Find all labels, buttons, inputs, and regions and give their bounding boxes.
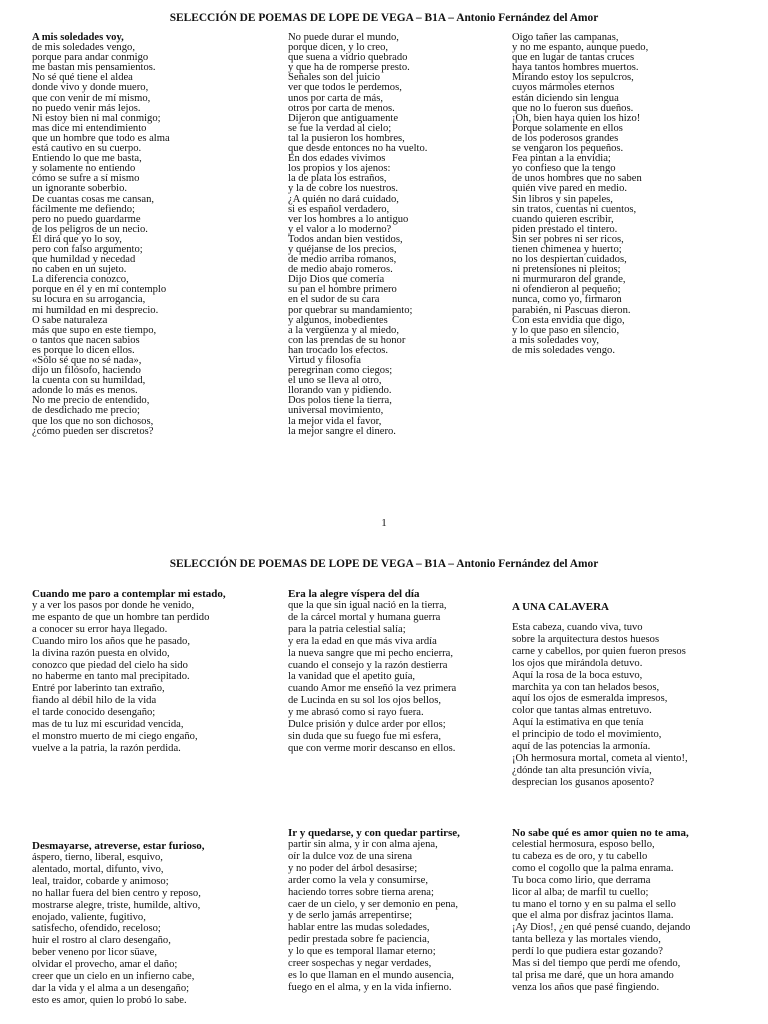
poem-line: ni ofendieron al pequeño; <box>512 284 621 296</box>
poem-line: esto es amor, quien lo probó lo sabe. <box>32 994 187 1006</box>
poem-line: Sin libros y sin papeles, <box>512 193 613 205</box>
poem-line: quién vive pared en medio. <box>512 183 628 195</box>
poem-line: tienen chimenea y huerto; <box>512 243 622 255</box>
poem-line: el monstro muerto de mi ciego engaño, <box>32 730 198 742</box>
poem-line: Mirando estoy los sepulcros, <box>512 72 634 84</box>
poem-line: porque para andar conmigo <box>32 52 149 64</box>
poem-line: y era la edad en que más viva ardía <box>288 635 437 647</box>
sheet1-column-3 <box>512 33 648 356</box>
poem-line: haya tantos hombres muertos. <box>512 62 639 74</box>
poem-line: universal movimiento, <box>288 405 384 417</box>
poem-line: pero no puedo guardarme <box>32 213 141 225</box>
poem-line: aquí los ojos de esmeralda impresos, <box>512 693 668 705</box>
poem-line: cómo se sufre a sí mismo <box>32 173 140 185</box>
poem-line: la mejor sangre el dinero. <box>288 425 396 437</box>
poem-line: sobre la arquitectura destos huesos <box>512 633 660 645</box>
page-number: 1 <box>381 517 387 529</box>
poem-line: partir sin alma, y ir con alma ajena, <box>288 839 438 850</box>
poem-line: el uno se lleva al otro, <box>288 375 382 387</box>
poem-line: cuando quieren escribir, <box>512 213 614 225</box>
sheet1-header: SELECCIÓN DE POEMAS DE LOPE DE VEGA – B1A – Antonio Fernández del Amor <box>169 12 599 24</box>
poem-line: tu mano el torno y en su palma el sello <box>512 898 676 910</box>
poem-line: Oigo tañer las campanas, <box>512 32 619 43</box>
poem-line: creer que un cielo en un infierno cabe, <box>32 971 195 983</box>
poem-title: No sabe qué es amor quien no te ama, <box>512 827 689 839</box>
poem-line: peregrinan como ciegos; <box>288 365 393 377</box>
poem-line: de medio abajo romeros. <box>288 264 393 276</box>
poem-line: huir el rostro al claro desengaño, <box>32 935 171 947</box>
poem-line: perdí lo que pudiera estar gozando? <box>512 946 663 958</box>
poem-line: que la que sin igual nació en la tierra, <box>288 600 447 611</box>
sonnet-a-una-calavera <box>512 601 688 789</box>
poem-line: y algunos, inobedientes <box>288 314 388 326</box>
poem-line: que el alma por disfraz jacintos llama. <box>512 910 674 922</box>
poem-line: Aquí la estimativa en que tenía <box>512 717 644 729</box>
poem-line: los ojos que mirándola detuvo. <box>512 657 643 669</box>
poem-line: no hallar fuera del bien centro y reposo, <box>32 887 201 899</box>
poem-line: y no me espanto, aunque puedo, <box>512 42 649 54</box>
poem-line: pedir prestada sobre fe paciencia, <box>288 934 430 946</box>
poem-line: Todos andan bien vestidos, <box>288 233 403 245</box>
poem-line: y me abrasó como si rayo fuera. <box>288 707 424 719</box>
poem-line: Esta cabeza, cuando viva, tuvo <box>512 622 643 633</box>
poem-line: con las prendas de su honor <box>288 334 406 346</box>
poem-line: haciendo torres sobre tierna arena; <box>288 886 434 898</box>
poem-line: Dijeron que antiguamente <box>288 112 399 124</box>
poem-line: De cuantas cosas me cansan, <box>32 193 155 205</box>
poem-line: y la de cobre los nuestros. <box>288 183 399 195</box>
poem-line: se fue la verdad al cielo; <box>288 122 392 134</box>
poem-line: es lo que llaman en el mundo ausencia, <box>288 969 454 981</box>
poem-line: Dos polos tiene la tierra, <box>288 395 392 407</box>
poem-line: color que tantas almas entretuvo. <box>512 705 652 717</box>
poem-line: hablar entre las mudas soledades, <box>288 922 430 934</box>
poem-line: me bastan mis pensamientos. <box>32 62 156 74</box>
poem-line: O sabe naturaleza <box>32 314 108 326</box>
poem-line: de medio arriba romanos, <box>288 254 397 266</box>
poem-line: desprecian los gusanos aposento? <box>512 776 655 788</box>
poem-line: porque en él y en mí contemplo <box>32 284 167 296</box>
poem-line: donde vivo y donde muero, <box>32 82 149 94</box>
poem-line: un ignorante soberbio. <box>32 183 128 195</box>
poem-line: Dulce prisión y dulce arder por ellos; <box>288 719 446 731</box>
sonnet-no-sabe-que-es-amor <box>512 827 690 994</box>
poem-line: ¡Oh, bien haya quien los hizo! <box>512 112 641 124</box>
poem-line: que con verme morir descanso en ellos. <box>288 742 456 754</box>
poem-line: dijo un filósofo, haciendo <box>32 365 141 377</box>
poem-line: áspero, tierno, liberal, esquivo, <box>32 852 163 863</box>
poem-line: a conocer su error haya llegado. <box>32 623 168 635</box>
poem-line: nunca, como yo, firmaron <box>512 294 622 306</box>
poem-line: caer de un cielo, y ser demonio en pena, <box>288 898 459 910</box>
poem-line: la mejor vida el favor, <box>288 415 382 427</box>
poem-line: a la vergüenza y al miedo, <box>288 324 399 336</box>
poem-line: no los despiertan cuidados, <box>512 254 627 266</box>
poem-line: satisfecho, ofendido, receloso; <box>32 923 161 935</box>
poem-line: venza los años que pasé fingiendo. <box>512 981 660 993</box>
poem-line: pero con falso argumento; <box>32 243 143 255</box>
poem-title: Ir y quedarse, y con quedar partirse, <box>288 827 460 839</box>
poem-line: por quebrar su mandamiento; <box>288 304 413 316</box>
poem-line: ¡Oh hermosura mortal, cometa al viento!, <box>512 752 688 764</box>
sheet1-column-2 <box>288 33 427 437</box>
poem-line: Entré por laberinto tan extraño, <box>32 683 165 695</box>
poem-line: dar la vida y el alma a un desengaño; <box>32 982 190 994</box>
poem-title: Desmayarse, atreverse, estar furioso, <box>32 840 205 852</box>
poem-line: si es español verdadero, <box>288 203 390 215</box>
poem-line: ni pretensiones ni pleitos; <box>512 264 621 276</box>
poem-line: Cuando miro los años que he pasado, <box>32 635 190 647</box>
poem-line: No me precio de entendido, <box>32 395 150 407</box>
poem-line: creer sospechas y negar verdades, <box>288 958 432 970</box>
poem-line: mostrarse alegre, triste, humilde, altivo, <box>32 899 201 911</box>
poem-line: mi humildad en mi desprecio. <box>32 304 159 316</box>
poem-line: unos por carta de más, <box>288 92 384 104</box>
poem-line: tal la pusieron los hombres, <box>288 132 405 144</box>
poem-line: de la cárcel mortal y humana guerra <box>288 611 441 623</box>
poem-line: beber veneno por licor süave, <box>32 947 158 959</box>
poem-line: Porque solamente en ellos <box>512 122 623 134</box>
poem-line: licor al alba; de marfil tu cuello; <box>512 886 649 898</box>
poem-line: más que supo en este tiempo, <box>32 324 157 336</box>
sonnet-era-la-alegre <box>288 588 456 755</box>
poem-line: la vanidad que el apetito guía, <box>288 671 416 683</box>
poem-line: arder como la vela y consumirse, <box>288 874 429 886</box>
poem-line: yo confieso que la tengo <box>512 163 616 175</box>
poem-line: están diciendo sin lengua <box>512 92 619 104</box>
poem-line: No puede durar el mundo, <box>288 32 399 43</box>
poem-line: conozco que piedad del cielo ha sido <box>32 659 188 671</box>
poem-line: que no lo fueron sus dueños. <box>512 102 634 114</box>
poem-line: llorando van y pidiendo. <box>288 385 392 397</box>
poem-line: Virtud y filosofía <box>288 355 361 366</box>
poem-line: como el cogollo que la palma enrama. <box>512 862 674 874</box>
poem-line: Mas si del tiempo que perdí me ofendo, <box>512 958 681 970</box>
poem-line: no haberme en tanto mal precipitado. <box>32 671 190 683</box>
poem-line: La diferencia conozco, <box>32 274 129 286</box>
poem-line: que con venir de mí mismo, <box>32 92 151 104</box>
poem-line: de los poderosos grandes <box>512 132 619 144</box>
poem-line: marchita ya con tan helados besos, <box>512 681 660 693</box>
poem-line: aquí de las potencias la armonía. <box>512 741 651 753</box>
poem-line: y a ver los pasos por donde he venido, <box>32 600 195 611</box>
poem-line: Dijo Dios que comería <box>288 274 385 286</box>
poem-line: y solamente no entiendo <box>32 163 136 175</box>
poem-line: de desdichado me precio; <box>32 405 140 417</box>
poem-line: ver los hombres a lo antiguo <box>288 213 409 225</box>
sonnet-ir-y-quedarse <box>288 827 460 994</box>
poem-title: A mis soledades voy, <box>32 32 124 43</box>
poem-line: de los peligros de un necio. <box>32 223 148 235</box>
poem-line: y el valor a lo moderno? <box>288 223 392 235</box>
poem-line: No sé qué tiene el aldea <box>32 72 133 84</box>
poem-line: y no poder del árbol desasirse; <box>288 862 418 874</box>
poem-line: leal, traidor, cobarde y animoso; <box>32 875 169 887</box>
poem-line: tanta belleza y las mortales viendo, <box>512 934 661 946</box>
poem-line: la nueva sangre que mi pecho encierra, <box>288 647 454 659</box>
poem-line: que desde entonces no ha vuelto. <box>288 143 428 155</box>
poem-line: cuando Amor me enseñó la vez primera <box>288 683 457 695</box>
poem-line: carne y cabellos, por quien fueron presos <box>512 645 686 657</box>
poem-line: olvidar el provecho, amar el daño; <box>32 959 178 971</box>
poem-line: de Lucinda en su sol los ojos bellos, <box>288 695 442 707</box>
poem-line: Señales son del juicio <box>288 72 381 84</box>
poem-line: fuego en el alma, y en la vida infierno. <box>288 981 452 993</box>
poem-line: la de plata los estraños, <box>288 173 387 185</box>
poem-line: su locura en su arrogancia, <box>32 294 146 306</box>
poem-line: de mis soledades vengo. <box>512 344 615 356</box>
poem-line: mas de tu luz mi escuridad vencida, <box>32 719 184 731</box>
poem-line: el principio de todo el movimiento, <box>512 729 662 741</box>
poem-line: ¡Ay Dios!, ¿en qué pensé cuando, dejando <box>512 922 691 934</box>
poem-line: ¿dónde tan alta presunción vivía, <box>512 764 652 776</box>
poem-line: se vengaron los pequeños. <box>512 143 624 155</box>
poem-line: en el sudor de su cara <box>288 294 380 306</box>
poem-line: cuyos mármoles eternos <box>512 82 615 94</box>
sonnet-desmayarse <box>32 840 204 1007</box>
poem-line: piden prestado el tintero. <box>512 223 618 235</box>
poem-line: no caben en un sujeto. <box>32 264 127 276</box>
poem-line: sin tratos, cuentas ni cuentos, <box>512 203 637 215</box>
poem-line: no puedo venir más lejos. <box>32 102 141 114</box>
poem-line: otros por carta de menos. <box>288 102 395 114</box>
poem-line: y quéjanse de los precios, <box>288 243 397 255</box>
poem-line: a mis soledades voy, <box>512 334 599 346</box>
poem-line: ¿A quién no dará cuidado, <box>288 193 399 205</box>
poem-line: ¿cómo pueden ser discretos? <box>32 425 154 437</box>
sheet1-column-1 <box>32 33 170 437</box>
poem-line: enojado, valiente, fugitivo, <box>32 911 146 923</box>
poem-line: Fea pintan a la envidia; <box>512 153 611 165</box>
poem-line: de unos hombres que no saben <box>512 173 642 185</box>
poem-line: Con esta envidia que digo, <box>512 314 625 326</box>
poem-line: que humildad y necedad <box>32 254 136 266</box>
poem-line: fiando al débil hilo de la vida <box>32 695 157 707</box>
poem-line: sin duda que su fuego fue mi esfera, <box>288 730 441 742</box>
poem-line: ver que todos le perdemos, <box>288 82 402 94</box>
poem-line: ni murmuraron del grande, <box>512 274 626 286</box>
poem-line: celestial hermosura, esposo bello, <box>512 839 655 850</box>
poem-line: que los que no son dichosos, <box>32 415 154 427</box>
poem-line: Él dirá que yo lo soy, <box>32 233 122 245</box>
poem-line: que en lugar de tantas cruces <box>512 52 635 64</box>
poem-line: la divina razón puesta en olvido, <box>32 647 170 659</box>
poem-line: es porque lo dicen ellos. <box>32 344 135 356</box>
poem-line: porque dicen, y lo creo, <box>288 42 389 54</box>
poem-line: En dos edades vivimos <box>288 153 386 165</box>
poem-line: parabién, ni Pascuas dieron. <box>512 304 631 316</box>
poem-line: que suena a vidrio quebrado <box>288 52 408 64</box>
sonnet-cuando-me-paro <box>32 588 226 755</box>
poem-title: A UNA CALAVERA <box>512 601 609 613</box>
poem-line: adonde lo más es menos. <box>32 385 138 397</box>
poem-line: vuelve a la patria, la razón perdida. <box>32 742 181 754</box>
poem-line: han trocado los efectos. <box>288 344 389 356</box>
poem-line: los propios y los ajenos: <box>288 163 391 175</box>
poem-line: mas dice mi entendimiento <box>32 122 147 134</box>
poem-line: Ni estoy bien ni mal conmigo; <box>32 112 161 124</box>
poem-line: Entiendo lo que me basta, <box>32 153 142 165</box>
sheet2-header: SELECCIÓN DE POEMAS DE LOPE DE VEGA – B1A – Antonio Fernández del Amor <box>169 558 599 570</box>
poem-line: o tantos que nacen sabios <box>32 334 140 346</box>
poem-line: y que ha de romperse presto. <box>288 62 410 74</box>
poem-line: y lo que es temporal llamar eterno; <box>288 946 436 958</box>
poem-title: Era la alegre víspera del día <box>288 588 420 600</box>
poem-line: tu cabeza es de oro, y tu cabello <box>512 850 648 862</box>
poem-line: Tu boca como lirio, que derrama <box>512 874 651 886</box>
poem-line: y lo que paso en silencio, <box>512 324 620 336</box>
poem-line: oír la dulce voz de una sirena <box>288 850 413 862</box>
poem-line: fácilmente me defiendo; <box>32 203 135 215</box>
poem-line: cuando el consejo y la razón destierra <box>288 659 448 671</box>
poem-line: tal prisa me daré, que un hora amando <box>512 969 674 981</box>
poem-line: me espanto de que un hombre tan perdido <box>32 611 210 623</box>
poem-line: Aquí la rosa de la boca estuvo, <box>512 669 643 681</box>
poem-line: y de serlo jamás arrepentirse; <box>288 910 413 922</box>
poem-line: de mis soledades vengo, <box>32 42 135 54</box>
poem-line: para la patria celestial salía; <box>288 623 406 635</box>
poem-line: el tarde conocido desengaño; <box>32 707 156 719</box>
poem-title: Cuando me paro a contemplar mi estado, <box>32 588 226 600</box>
poem-line: su pan el hombre primero <box>288 284 397 296</box>
poem-line: Sin ser pobres ni ser ricos, <box>512 233 624 245</box>
poem-line: está cautivo en su cuerpo. <box>32 143 142 155</box>
poem-line: que un hombre que todo es alma <box>32 132 170 144</box>
poem-line: «Sólo sé que no sé nada», <box>32 355 142 366</box>
poem-line: alentado, mortal, difunto, vivo, <box>32 863 164 875</box>
poem-line: la cuenta con su humildad, <box>32 375 146 387</box>
